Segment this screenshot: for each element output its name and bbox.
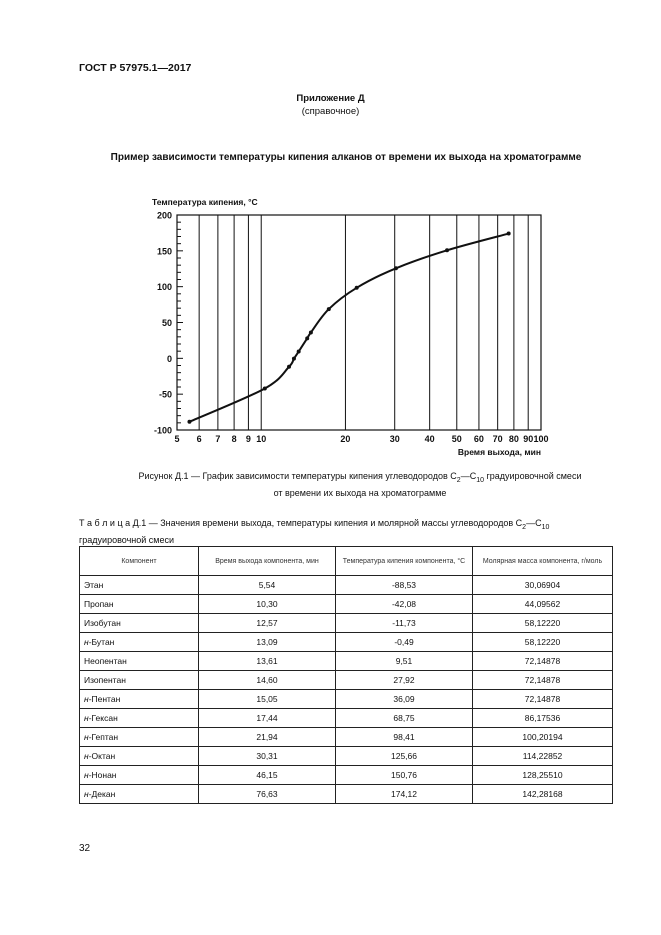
x-tick-label: 6 xyxy=(196,434,202,444)
cell-time: 5,54 xyxy=(199,576,336,595)
appendix-subtitle: (справочное) xyxy=(301,106,360,117)
figure-caption xyxy=(60,470,660,499)
y-tick-label: -100 xyxy=(153,425,172,436)
cell-time: 14,60 xyxy=(199,671,336,690)
x-tick-label: 80 xyxy=(508,434,519,444)
component-name: -Пентан xyxy=(88,694,121,704)
table-row xyxy=(80,728,613,747)
cell-time: 76,63 xyxy=(199,785,336,804)
x-tick-label: 8 xyxy=(231,434,237,444)
table-title-sub2: 10 xyxy=(541,523,550,531)
plot-frame xyxy=(177,215,541,430)
cell-temperature: -88,53 xyxy=(336,576,473,595)
cell-temperature: 68,75 xyxy=(336,709,473,728)
data-point xyxy=(445,248,449,252)
table-row xyxy=(80,633,613,652)
cell-molar-mass: 58,12220 xyxy=(473,633,613,652)
component-name: -Гептан xyxy=(88,732,119,742)
component-prefix: н xyxy=(84,713,89,723)
cell-time: 15,05 xyxy=(199,690,336,709)
component-prefix: н xyxy=(84,789,89,799)
y-tick-label: 150 xyxy=(156,246,172,257)
x-tick-label: 60 xyxy=(473,434,484,444)
cell-time: 46,15 xyxy=(199,766,336,785)
cell-component xyxy=(80,671,199,690)
data-point xyxy=(327,307,331,311)
x-tick-label: 40 xyxy=(424,434,435,444)
caption-line2: от времени их выхода на хроматограмме xyxy=(273,487,447,498)
cell-temperature: -0,49 xyxy=(336,633,473,652)
table-row xyxy=(80,690,613,709)
cell-molar-mass: 44,09562 xyxy=(473,595,613,614)
data-point xyxy=(187,420,191,424)
x-tick-label: 90 xyxy=(523,434,534,444)
example-title: Пример зависимости температуры кипения алканов от времени их выхода на хроматограмме xyxy=(110,152,582,163)
component-name: -Нонан xyxy=(88,770,117,780)
table-row xyxy=(80,614,613,633)
caption-sub1: 2 xyxy=(456,476,461,484)
component-name: Пропан xyxy=(84,599,114,609)
data-point xyxy=(292,357,296,361)
component-name: -Октан xyxy=(88,751,116,761)
component-name: -Бутан xyxy=(88,637,115,647)
cell-component xyxy=(80,576,199,595)
table-row xyxy=(80,747,613,766)
cell-temperature: 9,51 xyxy=(336,652,473,671)
x-tick-label: 100 xyxy=(533,434,549,444)
component-name: -Гексан xyxy=(88,713,118,723)
data-point xyxy=(287,365,291,369)
table-row xyxy=(80,671,613,690)
appendix-title: Приложение Д xyxy=(296,93,365,104)
data-point xyxy=(305,336,309,340)
cell-component xyxy=(80,747,199,766)
table-row xyxy=(80,785,613,804)
cell-temperature: 150,76 xyxy=(336,766,473,785)
cell-molar-mass: 72,14878 xyxy=(473,690,613,709)
cell-component xyxy=(80,766,199,785)
cell-time: 10,30 xyxy=(199,595,336,614)
table-row xyxy=(80,576,613,595)
x-tick-label: 50 xyxy=(451,434,462,444)
header-time: Время выхода компонента, мин xyxy=(199,547,336,576)
x-tick-label: 10 xyxy=(256,434,267,444)
header-molar-mass: Молярная масса компонента, г/моль xyxy=(473,547,613,576)
table-title-sub1: 2 xyxy=(522,523,527,531)
y-tick-label: 100 xyxy=(156,282,172,293)
component-name: Изопентан xyxy=(84,675,126,685)
component-name: Неопентан xyxy=(84,656,127,666)
cell-molar-mass: 30,06904 xyxy=(473,576,613,595)
component-prefix: н xyxy=(84,751,89,761)
components-table xyxy=(79,546,613,804)
cell-time: 30,31 xyxy=(199,747,336,766)
component-name: Этан xyxy=(84,580,104,590)
component-prefix: н xyxy=(84,770,89,780)
y-tick-label: 50 xyxy=(161,318,172,328)
y-tick-label: 0 xyxy=(166,353,172,364)
cell-time: 13,09 xyxy=(199,633,336,652)
table-title-prefix: Т а б л и ц а Д.1 — Значения времени выхода, температуры кипения и молярной массы углеводородов C xyxy=(79,518,523,528)
table-title xyxy=(79,517,629,546)
cell-time: 17,44 xyxy=(199,709,336,728)
cell-molar-mass: 142,28168 xyxy=(473,785,613,804)
table-row xyxy=(80,652,613,671)
cell-component xyxy=(80,633,199,652)
cell-temperature: -11,73 xyxy=(336,614,473,633)
cell-component xyxy=(80,728,199,747)
cell-component xyxy=(80,785,199,804)
cell-molar-mass: 128,25510 xyxy=(473,766,613,785)
table-row xyxy=(80,709,613,728)
caption-mid: —C xyxy=(460,471,477,481)
cell-molar-mass: 86,17536 xyxy=(473,709,613,728)
data-point xyxy=(297,350,301,354)
cell-time: 12,57 xyxy=(199,614,336,633)
cell-component xyxy=(80,690,199,709)
cell-molar-mass: 72,14878 xyxy=(473,652,613,671)
y-tick-label: -50 xyxy=(158,389,172,400)
cell-temperature: 36,09 xyxy=(336,690,473,709)
data-point xyxy=(263,386,267,390)
cell-temperature: 174,12 xyxy=(336,785,473,804)
component-prefix: н xyxy=(84,694,89,704)
data-point xyxy=(507,232,511,236)
component-prefix: н xyxy=(84,637,89,647)
data-point xyxy=(394,266,398,270)
header-component: Компонент xyxy=(80,547,199,576)
x-tick-label: 5 xyxy=(174,434,180,444)
x-tick-label: 9 xyxy=(245,434,251,444)
cell-temperature: -42,08 xyxy=(336,595,473,614)
x-tick-label: 20 xyxy=(340,434,351,444)
caption-prefix: Рисунок Д.1 — График зависимости температуры кипения углеводородов C xyxy=(138,471,457,481)
cell-component xyxy=(80,652,199,671)
document-code: ГОСТ Р 57975.1—2017 xyxy=(79,62,192,74)
x-axis-label: Время выхода, мин xyxy=(457,447,541,457)
cell-temperature: 98,41 xyxy=(336,728,473,747)
table-title-line2: градуировочной смеси xyxy=(79,534,174,545)
cell-molar-mass: 100,20194 xyxy=(473,728,613,747)
cell-component xyxy=(80,614,199,633)
series-line xyxy=(189,234,508,422)
cell-component xyxy=(80,595,199,614)
x-tick-label: 70 xyxy=(492,434,503,444)
table-header-row xyxy=(80,547,613,576)
table-row xyxy=(80,766,613,785)
cell-temperature: 125,66 xyxy=(336,747,473,766)
page-number: 32 xyxy=(79,843,91,854)
caption-sub2: 10 xyxy=(476,476,484,484)
component-prefix: н xyxy=(84,732,89,742)
y-axis-label: Температура кипения, °С xyxy=(152,197,258,207)
component-name: -Декан xyxy=(88,789,116,799)
cell-molar-mass: 114,22852 xyxy=(473,747,613,766)
table-row xyxy=(80,595,613,614)
cell-component xyxy=(80,709,199,728)
data-point xyxy=(355,286,359,290)
component-name: Изобутан xyxy=(84,618,121,628)
cell-temperature: 27,92 xyxy=(336,671,473,690)
y-tick-label: 200 xyxy=(156,210,172,221)
table-title-mid: —C xyxy=(526,518,542,528)
caption-suffix: градуировочной смеси xyxy=(483,471,582,481)
x-tick-label: 7 xyxy=(215,434,221,444)
cell-time: 21,94 xyxy=(199,728,336,747)
cell-time: 13,61 xyxy=(199,652,336,671)
cell-molar-mass: 72,14878 xyxy=(473,671,613,690)
data-point xyxy=(309,330,313,334)
x-tick-label: 30 xyxy=(389,434,400,444)
header-temperature: Температура кипения компонента, °С xyxy=(336,547,473,576)
table-body xyxy=(80,576,613,804)
cell-molar-mass: 58,12220 xyxy=(473,614,613,633)
